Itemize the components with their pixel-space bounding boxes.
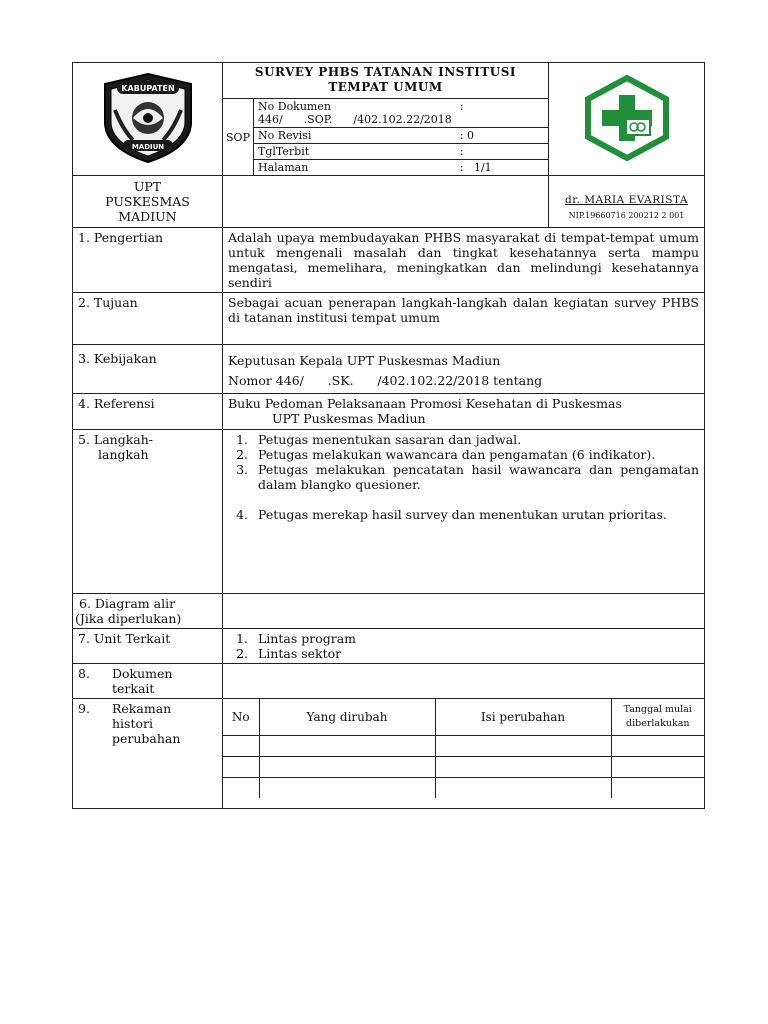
step-item: 1. Petugas menentukan sasaran dan jadwal.: [252, 432, 699, 447]
history-row: [223, 778, 704, 799]
unit-list: [223, 629, 705, 664]
history-col-yang: Yang dirubah: [259, 699, 435, 736]
svg-text:KABUPATEN: KABUPATEN: [120, 83, 175, 93]
signer-nip: NIP.19660716 200212 2 001: [568, 211, 685, 220]
organization-name: UPT PUSKESMAS MADIUN: [73, 176, 223, 228]
puskesmas-logo-cell: [549, 63, 705, 176]
document-meta-table: [223, 98, 548, 175]
meta-value: :: [456, 144, 548, 160]
document-title: SURVEY PHBS TATANAN INSTITUSI TEMPAT UMUM: [254, 65, 517, 94]
diagram-cell: [223, 594, 705, 629]
step-item: 2. Petugas melakukan wawancara dan pengamatan (6 indikator).: [252, 447, 699, 462]
kebijakan-text: Keputusan Kepala UPT Puskesmas Madiun Nomor 446/ .SK. /402.102.22/2018 tentang: [223, 345, 705, 394]
meta-label: No Revisi: [254, 128, 456, 144]
section-label: 7. Unit Terkait: [73, 629, 223, 664]
puskesmas-logo-icon: [582, 75, 672, 161]
blank-cell: [223, 176, 549, 228]
meta-label: TglTerbit: [254, 144, 456, 160]
history-cell: [223, 699, 705, 809]
history-col-no: No: [223, 699, 259, 736]
section-label: 9. Rekaman histori perubahan: [73, 699, 223, 809]
section-label: 6. Diagram alir (Jika diperlukan): [73, 594, 223, 629]
meta-label: Halaman: [254, 160, 456, 176]
sop-document: [72, 62, 704, 809]
kabupaten-logo-cell: [73, 63, 223, 176]
meta-value: : 0: [456, 128, 548, 144]
step-item: 3. Petugas melakukan pencatatan hasil wawancara dan pengamatan dalam blangko quesioner.: [252, 462, 699, 492]
kabupaten-madiun-emblem-icon: [93, 70, 203, 166]
sop-table: [72, 62, 705, 809]
langkah-steps: [223, 430, 705, 594]
section-label: 3. Kebijakan: [73, 345, 223, 394]
meta-value: : 1/1: [456, 160, 548, 176]
history-row: [223, 736, 704, 757]
history-col-tanggal: Tanggal mulai diberlakukan: [611, 699, 704, 736]
sop-label: SOP: [223, 99, 254, 176]
history-col-isi: Isi perubahan: [435, 699, 611, 736]
svg-text:MADIUN: MADIUN: [131, 142, 164, 151]
dokumen-cell: [223, 664, 705, 699]
section-label: 8. Dokumen terkait: [73, 664, 223, 699]
section-label: 2. Tujuan: [73, 293, 223, 345]
section-label: 4. Referensi: [73, 394, 223, 430]
referensi-text: Buku Pedoman Pelaksanaan Promosi Kesehatan di Puskesmas UPT Puskesmas Madiun: [223, 394, 705, 430]
header-center-cell: [223, 63, 549, 176]
unit-item: 2. Lintas sektor: [252, 646, 699, 661]
signer-name: dr. MARIA EVARISTA: [565, 194, 688, 206]
meta-value: :: [456, 99, 548, 128]
step-item: 4. Petugas merekap hasil survey dan menentukan urutan prioritas.: [252, 507, 699, 522]
tujuan-text: Sebagai acuan penerapan langkah-langkah dalan kegiatan survey PHBS di tatanan institusi tempat umum: [223, 293, 705, 345]
history-row: [223, 757, 704, 778]
pengertian-text: Adalah upaya membudayakan PHBS masyarakat di tempat-tempat umum untuk mengenali masalah dan tingkat kesehatannya serta mampu mengatasi, memelihara, meningkatkan dan melindungi kesehatannya sendiri: [223, 228, 705, 293]
signer-block: [549, 176, 705, 228]
history-table: [223, 699, 704, 798]
unit-item: 1. Lintas program: [252, 631, 699, 646]
section-label: 5. Langkah- langkah: [73, 430, 223, 594]
meta-label: No Dokumen 446/ .SOP. /402.102.22/2018: [254, 99, 456, 128]
section-label: 1. Pengertian: [73, 228, 223, 293]
